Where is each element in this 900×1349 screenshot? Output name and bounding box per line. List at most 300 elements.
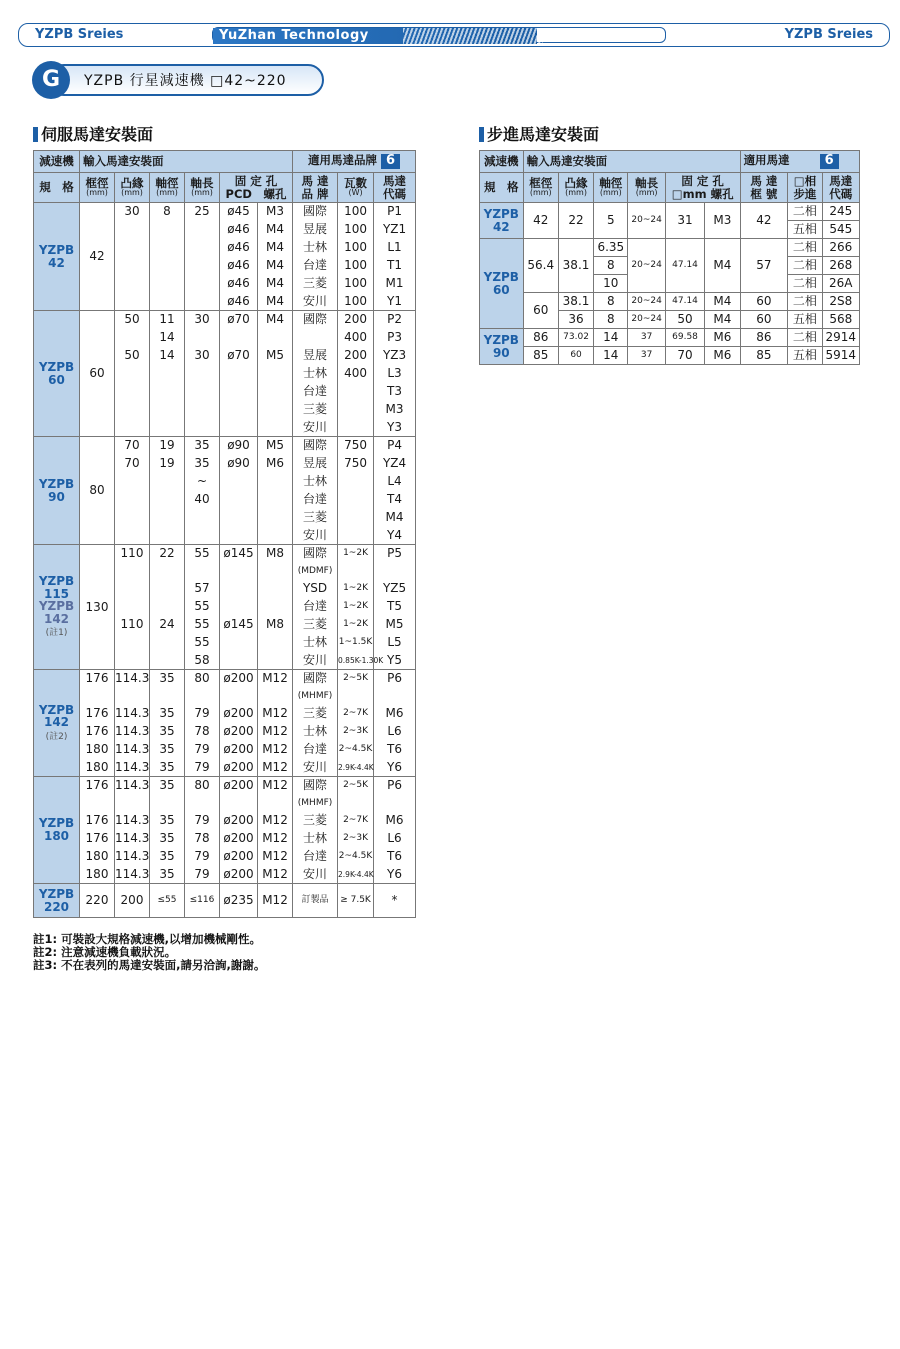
cell: 100 (338, 203, 374, 221)
cell (150, 257, 185, 275)
cell: ø200 (220, 723, 258, 741)
cell: 85 (523, 347, 558, 365)
st-col-frame: 框徑 (mm) (523, 173, 558, 203)
cell: 35 (150, 759, 185, 777)
cell (293, 329, 338, 347)
cell: 110 (115, 545, 150, 563)
cell (258, 688, 293, 705)
cell: 2~3K (338, 723, 374, 741)
cell: M12 (258, 884, 293, 918)
cell: M4 (705, 311, 740, 329)
cell: 安川 (293, 293, 338, 311)
cell (220, 527, 258, 545)
cell: Y1 (374, 293, 416, 311)
cell: 245 (822, 203, 859, 221)
cell: 8 (594, 257, 628, 275)
cell: 台達 (293, 848, 338, 866)
page-header (18, 23, 890, 47)
cell: YZ5 (374, 580, 416, 598)
cell: M1 (374, 275, 416, 293)
cell: M12 (258, 812, 293, 830)
cell: 三菱 (293, 275, 338, 293)
cell: M4 (705, 293, 740, 311)
cell: 35 (185, 437, 220, 455)
cell: ≥ 7.5K (338, 884, 374, 918)
cell (338, 688, 374, 705)
cell: 86 (740, 329, 788, 347)
cell: 5914 (822, 347, 859, 365)
cell: M3 (374, 401, 416, 419)
cell: 安川 (293, 527, 338, 545)
cell: T5 (374, 598, 416, 616)
cell: ø90 (220, 437, 258, 455)
cell (115, 563, 150, 580)
cell: 100 (338, 293, 374, 311)
cell (150, 365, 185, 383)
cell: 8 (594, 293, 628, 311)
cell (258, 563, 293, 580)
cell (115, 329, 150, 347)
cell (115, 509, 150, 527)
cell: 台達 (293, 741, 338, 759)
st-col-shaft-dia: 軸徑 (mm) (594, 173, 628, 203)
table-row (34, 311, 416, 329)
cell: 55 (185, 616, 220, 634)
cell: 14 (150, 347, 185, 365)
frame-cell: 80 (80, 437, 115, 545)
cell: T3 (374, 383, 416, 401)
cell: 士林 (293, 830, 338, 848)
stepper-section-title: 步進馬達安裝面 (479, 122, 599, 145)
section-letter: G (32, 61, 70, 99)
cell: M4 (374, 509, 416, 527)
cell (115, 652, 150, 670)
cell: 35 (150, 670, 185, 688)
cell: ø200 (220, 670, 258, 688)
cell (115, 580, 150, 598)
cell (338, 509, 374, 527)
cell: M12 (258, 723, 293, 741)
table-row (34, 759, 416, 777)
cell: 37 (628, 347, 665, 365)
cell: 國際 (293, 203, 338, 221)
cell: 安川 (293, 866, 338, 884)
st-col-spec: 規 格 (480, 173, 524, 203)
cell: 1~2K (338, 598, 374, 616)
cell (185, 401, 220, 419)
cell: 78 (185, 830, 220, 848)
cell: M4 (258, 257, 293, 275)
cell: 55 (185, 545, 220, 563)
cell: ø235 (220, 884, 258, 918)
cell: M12 (258, 705, 293, 723)
cell: M4 (258, 311, 293, 329)
cell: 56.4 (523, 239, 558, 293)
cell: 176 (80, 723, 115, 741)
cell: 220 (80, 884, 115, 918)
cell: 200 (338, 347, 374, 365)
cell (258, 795, 293, 812)
cell: 70 (115, 455, 150, 473)
cell: M5 (258, 347, 293, 365)
cell: 台達 (293, 491, 338, 509)
cell (258, 634, 293, 652)
cell (220, 329, 258, 347)
cell: 8 (150, 203, 185, 221)
cell (185, 221, 220, 239)
cell (150, 527, 185, 545)
cell: 2~3K (338, 830, 374, 848)
st-col-input-mount: 輸入馬達安裝面 (523, 151, 740, 173)
model-cell: YZPB 42 (34, 203, 80, 311)
cell (185, 419, 220, 437)
cell: 安川 (293, 419, 338, 437)
cell: 三菱 (293, 509, 338, 527)
col-motor-brand: 馬 達 品 牌 (293, 173, 338, 203)
table-row (34, 812, 416, 830)
cell: M4 (258, 239, 293, 257)
cell: 20~24 (628, 203, 665, 239)
cell: M6 (705, 347, 740, 365)
cell: P2 (374, 311, 416, 329)
cell: 180 (80, 759, 115, 777)
cell: 70 (665, 347, 704, 365)
cell: 2~7K (338, 812, 374, 830)
cell: M8 (258, 545, 293, 563)
cell (115, 275, 150, 293)
cell (150, 275, 185, 293)
cell: 50 (665, 311, 704, 329)
cell (115, 419, 150, 437)
cell: M3 (258, 203, 293, 221)
col-input-mount: 輸入馬達安裝面 (80, 151, 293, 173)
cell (185, 365, 220, 383)
cell: ø46 (220, 221, 258, 239)
model-cell: YZPB 60 (34, 311, 80, 437)
cell: T1 (374, 257, 416, 275)
servo-table (33, 150, 416, 918)
cell: 38.1 (558, 239, 593, 293)
cell: 三菱 (293, 401, 338, 419)
cell: 200 (115, 884, 150, 918)
cell: 176 (80, 705, 115, 723)
cell: 114.3 (115, 777, 150, 795)
cell: 180 (80, 848, 115, 866)
table-row (34, 203, 416, 221)
cell: 69.58 (665, 329, 704, 347)
cell: 2914 (822, 329, 859, 347)
note-2: 註2: 注意減速機負載狀況。 (33, 945, 177, 959)
cell: 安川 (293, 652, 338, 670)
cell: 176 (80, 830, 115, 848)
cell (115, 527, 150, 545)
cell: 35 (185, 455, 220, 473)
cell: 二相 (788, 257, 822, 275)
cell (220, 688, 258, 705)
cell (258, 365, 293, 383)
cell: 二相 (788, 275, 822, 293)
cell: 19 (150, 455, 185, 473)
cell: 35 (150, 866, 185, 884)
st-col-phase: □相 步進 (788, 173, 822, 203)
notes (33, 933, 265, 972)
cell: M5 (258, 437, 293, 455)
cell (115, 491, 150, 509)
cell (150, 401, 185, 419)
cell: 176 (80, 670, 115, 688)
cell: 57 (740, 239, 788, 293)
cell: 100 (338, 275, 374, 293)
cell: 安川 (293, 759, 338, 777)
col-fix-hole: 固 定 孔 PCD 螺孔 (220, 173, 293, 203)
cell: ø200 (220, 705, 258, 723)
table-row (34, 795, 416, 812)
frame-cell: 60 (80, 311, 115, 437)
cell: ø70 (220, 311, 258, 329)
cell: 55 (185, 598, 220, 616)
cell (115, 688, 150, 705)
cell (338, 419, 374, 437)
cell (338, 401, 374, 419)
cell: 國際 (293, 311, 338, 329)
cell (338, 383, 374, 401)
cell: 二相 (788, 203, 822, 221)
cell: 昱展 (293, 347, 338, 365)
cell: 114.3 (115, 812, 150, 830)
cell: 35 (150, 777, 185, 795)
cell: 114.3 (115, 670, 150, 688)
st-col-motor-frame: 馬 達 框 號 (740, 173, 788, 203)
cell: 55 (185, 634, 220, 652)
cell: 100 (338, 257, 374, 275)
st-col-fix-hole: 固 定 孔 □mm 螺孔 (665, 173, 740, 203)
table-row (34, 866, 416, 884)
cell: 14 (594, 347, 628, 365)
model-cell: YZPB 220 (34, 884, 80, 918)
cell: 10 (594, 275, 628, 293)
col-shaft-len: 軸長 (mm) (185, 173, 220, 203)
cell: 42 (523, 203, 558, 239)
cell (80, 688, 115, 705)
cell: 2~7K (338, 705, 374, 723)
series-label-right: YZPB Sreies (784, 27, 873, 42)
cell: 30 (115, 203, 150, 221)
cell: 114.3 (115, 759, 150, 777)
cell: 8 (594, 311, 628, 329)
col-watt: 瓦數 (W) (338, 173, 374, 203)
st-col-shaft-len: 軸長 (mm) (628, 173, 665, 203)
cell: Y5 (374, 652, 416, 670)
cell: T4 (374, 491, 416, 509)
cell: 24 (150, 616, 185, 634)
cell: 58 (185, 652, 220, 670)
cell: 114.3 (115, 723, 150, 741)
cell: 三菱 (293, 812, 338, 830)
cell: 20~24 (628, 239, 665, 293)
cell: 79 (185, 705, 220, 723)
cell (115, 221, 150, 239)
cell: 昱展 (293, 455, 338, 473)
cell: Y3 (374, 419, 416, 437)
cell (150, 491, 185, 509)
note-1: 註1: 可裝設大規格減速機,以增加機械剛性。 (33, 932, 261, 946)
cell: 36 (558, 311, 593, 329)
cell: ø46 (220, 239, 258, 257)
cell (185, 795, 220, 812)
cell (115, 383, 150, 401)
cell: (MHMF) (293, 795, 338, 812)
cell: 士林 (293, 473, 338, 491)
cell: P1 (374, 203, 416, 221)
cell (185, 688, 220, 705)
cell: 73.02 (558, 329, 593, 347)
cell: 79 (185, 848, 220, 866)
cell (115, 473, 150, 491)
cell (150, 383, 185, 401)
cell (258, 383, 293, 401)
cell: 30 (185, 311, 220, 329)
cell (258, 329, 293, 347)
cell: 114.3 (115, 866, 150, 884)
cell: 57 (185, 580, 220, 598)
cell (115, 598, 150, 616)
cell: 2.9K-4.4K (338, 759, 374, 777)
brand-name: YuZhan Technology (219, 28, 369, 43)
model-cell: YZPB 180 (34, 777, 80, 884)
table-row (34, 777, 416, 795)
cell: M6 (374, 705, 416, 723)
cell: M12 (258, 866, 293, 884)
cell (374, 688, 416, 705)
col-motor-code: 馬達 代碼 (374, 173, 416, 203)
brand-banner (212, 27, 666, 43)
cell: 國際 (293, 437, 338, 455)
cell: 79 (185, 759, 220, 777)
cell: 31 (665, 203, 704, 239)
cell: 國際 (293, 670, 338, 688)
cell (258, 527, 293, 545)
cell (374, 563, 416, 580)
cell (338, 563, 374, 580)
cell: ø200 (220, 812, 258, 830)
cell: M12 (258, 670, 293, 688)
cell: M12 (258, 759, 293, 777)
cell (220, 383, 258, 401)
cell: 1~2K (338, 545, 374, 563)
table-row (34, 545, 416, 563)
cell: 5 (594, 203, 628, 239)
model-cell: YZPB 115 YZPB 142 (註1) (34, 545, 80, 670)
cell: 台達 (293, 257, 338, 275)
cell: 35 (150, 705, 185, 723)
cell: 100 (338, 221, 374, 239)
cell: 14 (594, 329, 628, 347)
cell: YZ3 (374, 347, 416, 365)
cell: M4 (258, 293, 293, 311)
table-row (34, 688, 416, 705)
cell: 二相 (788, 293, 822, 311)
cell: M12 (258, 741, 293, 759)
cell (220, 652, 258, 670)
cell: T6 (374, 741, 416, 759)
cell: 22 (558, 203, 593, 239)
cell: M8 (258, 616, 293, 634)
cell (185, 563, 220, 580)
cell: P6 (374, 777, 416, 795)
cell: 400 (338, 365, 374, 383)
cell: 268 (822, 257, 859, 275)
cell: 25 (185, 203, 220, 221)
model-cell: YZPB 142 (註2) (34, 670, 80, 777)
cell: 114.3 (115, 848, 150, 866)
section-tag (32, 61, 328, 101)
cell: 二相 (788, 329, 822, 347)
model-cell: YZPB 90 (480, 329, 524, 365)
cell (220, 563, 258, 580)
cell (220, 401, 258, 419)
cell (258, 509, 293, 527)
cell: M6 (258, 455, 293, 473)
cell (115, 239, 150, 257)
cell: T6 (374, 848, 416, 866)
cell: 士林 (293, 239, 338, 257)
cell: 三菱 (293, 616, 338, 634)
cell: ≤116 (185, 884, 220, 918)
cell (185, 239, 220, 257)
cell: 1~2K (338, 616, 374, 634)
table-row (34, 830, 416, 848)
note-3: 註3: 不在表列的馬達安裝面,請另洽詢,謝謝。 (33, 958, 266, 972)
cell: 昱展 (293, 221, 338, 239)
st-col-motor-group: 適用馬達 6 (740, 151, 859, 173)
cell: 79 (185, 741, 220, 759)
cell: 80 (185, 670, 220, 688)
cell (185, 293, 220, 311)
cell (258, 473, 293, 491)
cell: 訂製品 (293, 884, 338, 918)
cell: ø46 (220, 293, 258, 311)
cell: 士林 (293, 365, 338, 383)
cell: ≤55 (150, 884, 185, 918)
cell: L4 (374, 473, 416, 491)
cell: 35 (150, 741, 185, 759)
cell: 台達 (293, 383, 338, 401)
cell: 士林 (293, 723, 338, 741)
cell (185, 257, 220, 275)
cell: 110 (115, 616, 150, 634)
cell: ø200 (220, 848, 258, 866)
cell: 2~4.5K (338, 848, 374, 866)
cell: 400 (338, 329, 374, 347)
cell: 35 (150, 723, 185, 741)
table-row (34, 437, 416, 455)
frame-cell: 42 (80, 203, 115, 311)
cell (150, 419, 185, 437)
cell: M4 (258, 275, 293, 293)
cell: 40 (185, 491, 220, 509)
cell (150, 580, 185, 598)
col-brand-group: 適用馬達品牌 6 (293, 151, 416, 173)
cell: 78 (185, 723, 220, 741)
cell: 85 (740, 347, 788, 365)
cell (258, 580, 293, 598)
cell: ø46 (220, 275, 258, 293)
cell: M6 (374, 812, 416, 830)
cell: 2.9K-4.4K (338, 866, 374, 884)
cell: 二相 (788, 239, 822, 257)
cell: ø46 (220, 257, 258, 275)
cell (185, 329, 220, 347)
